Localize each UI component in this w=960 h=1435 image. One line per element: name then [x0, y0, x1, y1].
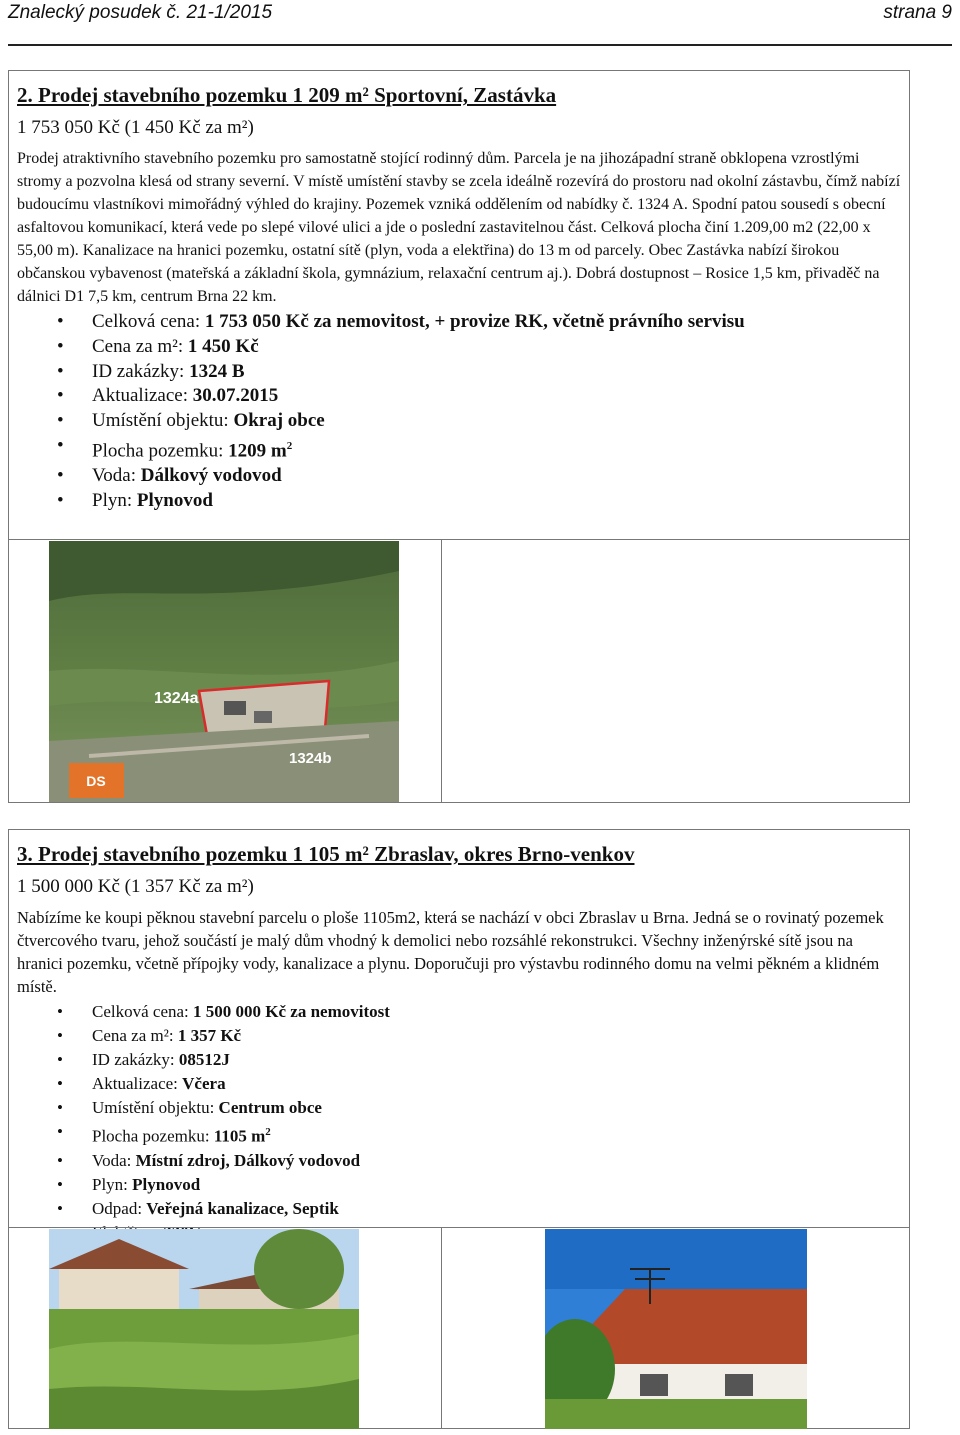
document-title: Znalecký posudek č. 21-1/2015 — [8, 2, 273, 23]
listing-2-details — [17, 310, 901, 514]
detail-item: • Celková cena: 1 500 000 Kč za nemovitost — [17, 1000, 901, 1024]
page-header — [8, 0, 952, 46]
house-photo — [545, 1229, 807, 1429]
listing-2-description: Prodej atraktivního stavebního pozemku pro samostatně stojící rodinný dům. Parcela je na jihozápadní straně obklopena vzrostlými stromy a pozvolna klesá od strany severní. V místě umístění stavby se zcela ideálně rozevírá do prostoru nad okolní zástavbu, čímž nabízí budoucímu vlastníkovi mimořádný výhled do krajiny. Pozemek vzniká oddělením od nabídky č. 1324 A. Spodní patou sousedí s obecní asfaltovou komunikací, která vede po slepé vilové ulici a jde o poslední zastavitelnou část. Celková plocha činí 1.209,00 m2 (22,00 x 55,00 m). Kanalizace na hranici pozemku, ostatní sítě (plyn, voda a elektřina) do 13 m od parcely. Obec Zastávka nabízí širokou občanskou vybavenost (mateřská a základní škola, gymnázium, relaxační centrum aj.). Dobrá dostupnost – Rosice 1,5 km, přivaděč na dálnici D1 7,5 km, centrum Brna 22 km. — [17, 150, 901, 305]
photo-label-a: 1324a — [154, 690, 199, 707]
meadow-photo — [49, 1229, 359, 1429]
aerial-photo — [49, 541, 399, 802]
detail-item: • Umístění objektu: Centrum obce — [17, 1096, 901, 1120]
detail-item: • Voda: Místní zdroj, Dálkový vodovod — [17, 1149, 901, 1173]
detail-item: • Plocha pozemku: 1105 $m^2$ — [17, 1120, 901, 1149]
detail-item: • Voda: Dálkový vodovod — [17, 464, 901, 489]
page-number: strana 9 — [883, 2, 952, 23]
detail-item: • Aktualizace: 30.07.2015 — [17, 384, 901, 409]
listing-2 — [8, 70, 910, 803]
detail-item: • Celková cena: 1 753 050 Kč za nemovitost, + provize RK, včetně právního servisu — [17, 310, 901, 335]
listing-2-price: 1 753 050 Kč (1 450 Kč za m²) — [17, 117, 254, 138]
photo-logo: DS — [86, 773, 106, 789]
detail-item: • ID zakázky: 1324 B — [17, 360, 901, 385]
listing-3-text — [9, 830, 909, 1245]
listing-2-title: 2. Prodej stavebního pozemku 1 209 m² Sportovní, Zastávka — [17, 83, 557, 107]
detail-item: • Plyn: Plynovod — [17, 489, 901, 514]
detail-item: • Cena za m²: 1 357 Kč — [17, 1024, 901, 1048]
detail-item: • Plocha pozemku: 1209 $m^2$ — [17, 434, 901, 464]
detail-item: • Cena za m²: 1 450 Kč — [17, 335, 901, 360]
listing-3-description: Nabízíme ke koupi pěknou stavební parcelu o ploše 1105m2, která se nachází v obci Zbraslav u Brna. Jedná se o rovinatý pozemek čtvercového tvaru, jehož součástí je malý dům vhodný k demolici nebo rozsáhlé rekonstrukci. Všechny inženýrské sítě jsou na hranici pozemku, včetně přípojky vody, kanalizace a plynu. Doporučuji pro výstavbu rodinného domu na velmi pěkném a klidném místě. — [17, 908, 884, 996]
listing-3 — [8, 829, 910, 1429]
detail-item: • Aktualizace: Včera — [17, 1072, 901, 1096]
listing-2-text — [9, 71, 909, 514]
detail-item: • Umístění objektu: Okraj obce — [17, 409, 901, 434]
detail-item: • ID zakázky: 08512J — [17, 1048, 901, 1072]
photo-label-b: 1324b — [289, 750, 332, 767]
detail-item: • Odpad: Veřejná kanalizace, Septik — [17, 1197, 901, 1221]
listing-3-price: 1 500 000 Kč (1 357 Kč za m²) — [17, 876, 254, 897]
listing-3-title: 3. Prodej stavebního pozemku 1 105 m² Zbraslav, okres Brno-venkov — [17, 842, 635, 866]
listing-3-details — [17, 1000, 901, 1245]
detail-item: • Plyn: Plynovod — [17, 1173, 901, 1197]
